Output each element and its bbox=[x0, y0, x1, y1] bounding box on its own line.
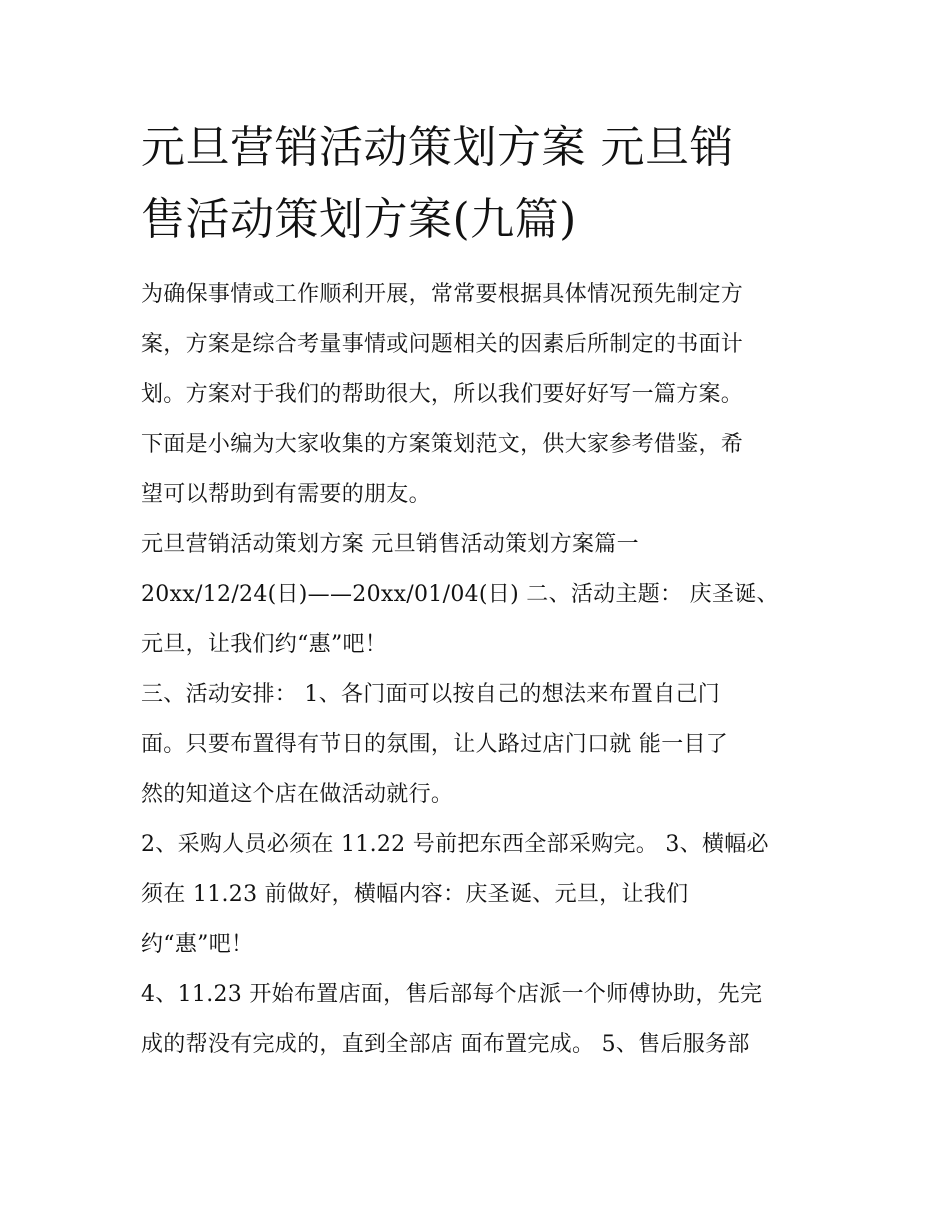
text-line: 4、11.23 开始布置店面，售后部每个店派一个师傅协助，先完 bbox=[141, 982, 763, 1007]
title-line: 元旦营销活动策划方案 元旦销 bbox=[141, 122, 734, 173]
text-line: 望可以帮助到有需要的朋友。 bbox=[141, 482, 431, 507]
text-line: 划。方案对于我们的帮助很大，所以我们要好好写一篇方案。 bbox=[141, 382, 744, 407]
text-line: 元旦营销活动策划方案 元旦销售活动策划方案篇一 bbox=[141, 532, 639, 557]
text-line: 须在 11.23 前做好，横幅内容：庆圣诞、元旦，让我们 bbox=[141, 882, 689, 907]
section-one-paragraph bbox=[141, 520, 813, 670]
text-line: 2、采购人员必须在 11.22 号前把东西全部采购完。 3、横幅必 bbox=[141, 832, 769, 857]
text-line: 然的知道这个店在做活动就行。 bbox=[141, 782, 454, 807]
text-line: 面。只要布置得有节日的氛围，让人路过店门口就 能一目了 bbox=[141, 732, 729, 757]
document-page bbox=[141, 112, 813, 1070]
text-line: 三、活动安排： 1、各门面可以按自己的想法来布置自己门 bbox=[141, 682, 721, 707]
text-line: 下面是小编为大家收集的方案策划范文，供大家参考借鉴，希 bbox=[141, 432, 744, 457]
store-setup-paragraph bbox=[141, 970, 813, 1070]
purchase-banner-paragraph bbox=[141, 820, 813, 970]
activity-arrangement-paragraph bbox=[141, 670, 813, 820]
document-title bbox=[141, 112, 813, 256]
text-line: 成的帮没有完成的，直到全部店 面布置完成。 5、售后服务部 bbox=[141, 1032, 750, 1057]
intro-paragraph bbox=[141, 270, 813, 520]
text-line: 20xx/12/24(日)——20xx/01/04(日) 二、活动主题： 庆圣诞、 bbox=[141, 582, 779, 607]
text-line: 元旦，让我们约“惠”吧！ bbox=[141, 632, 388, 657]
title-line: 售活动策划方案(九篇) bbox=[141, 194, 577, 245]
text-line: 约“惠”吧！ bbox=[141, 932, 254, 957]
text-line: 为确保事情或工作顺利开展，常常要根据具体情况预先制定方 bbox=[141, 282, 744, 307]
text-line: 案，方案是综合考量事情或问题相关的因素后所制定的书面计 bbox=[141, 332, 744, 357]
